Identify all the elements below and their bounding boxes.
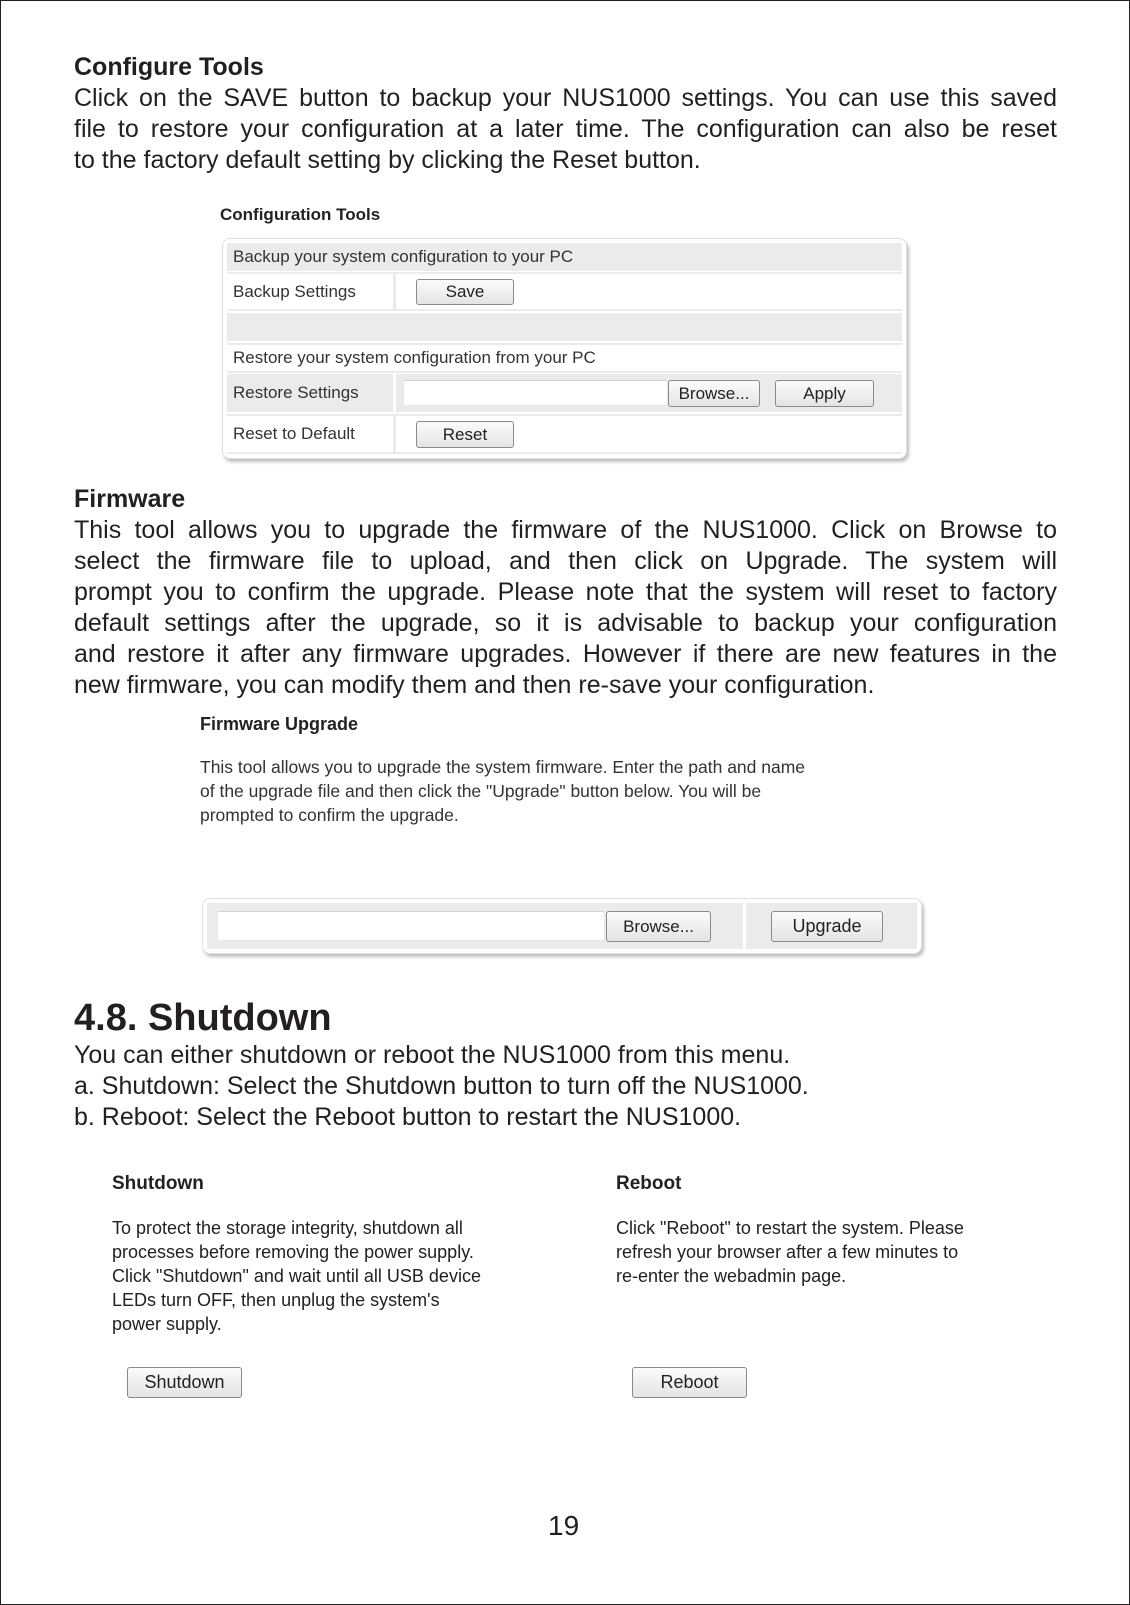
restore-settings-row: [227, 374, 902, 412]
reboot-panel-line-3: re-enter the webadmin page.: [616, 1266, 847, 1286]
restore-settings-label: Restore Settings: [233, 383, 359, 402]
firmware-panel-line-2: of the upgrade file and then click the "Upgrade" button below. You will be: [200, 781, 762, 801]
firmware-upgrade-panel: [202, 898, 922, 954]
firmware-line-1: This tool allows you to upgrade the firmware of the NUS1000. Click on Browse to: [74, 516, 1057, 544]
configure-tools-section: [74, 52, 1057, 176]
shutdown-section-line-2: a. Shutdown: Select the Shutdown button to turn off the NUS1000.: [74, 1072, 809, 1100]
shutdown-section: [74, 996, 809, 1133]
firmware-line-3: prompt you to confirm the upgrade. Please note that the system will reset to factory: [74, 578, 1057, 606]
backup-header-row: [227, 243, 902, 271]
firmware-line-2: select the firmware file to upload, and then click on Upgrade. The system will: [74, 547, 1057, 575]
configure-tools-line-2: file to restore your configuration at a later time. The configuration can also be reset: [74, 115, 1057, 143]
reset-to-default-label: Reset to Default: [233, 424, 355, 443]
reset-button[interactable]: Reset: [416, 421, 514, 448]
backup-header-text: Backup your system configuration to your PC: [233, 247, 574, 266]
reboot-button[interactable]: Reboot: [632, 1367, 747, 1398]
shutdown-panel-line-1: To protect the storage integrity, shutdown all: [112, 1218, 463, 1238]
shutdown-panel-line-4: LEDs turn OFF, then unplug the system's: [112, 1290, 440, 1310]
backup-settings-label: Backup Settings: [233, 281, 356, 301]
configure-tools-heading: Configure Tools: [74, 53, 264, 81]
section-title-shutdown: 4.8. Shutdown: [74, 997, 332, 1039]
firmware-panel-title: Firmware Upgrade: [200, 714, 359, 734]
shutdown-panel-line-2: processes before removing the power supply.: [112, 1242, 474, 1262]
restore-browse-button[interactable]: Browse...: [668, 380, 760, 407]
shutdown-panel-line-3: Click "Shutdown" and wait until all USB device: [112, 1266, 481, 1286]
firmware-line-5: and restore it after any firmware upgrades. However if there are new features in the: [74, 640, 1057, 668]
firmware-browse-button[interactable]: Browse...: [606, 911, 711, 942]
restore-file-input[interactable]: [403, 380, 668, 406]
reboot-panel-description: [616, 1216, 964, 1288]
backup-settings-row: [227, 272, 902, 311]
configure-tools-line-1: Click on the SAVE button to backup your NUS1000 settings. You can use this saved: [74, 84, 1057, 112]
firmware-heading: Firmware: [74, 485, 186, 513]
restore-header-text: Restore your system configuration from your PC: [233, 348, 596, 367]
firmware-line-6: new firmware, you can modify them and then re-save your configuration.: [74, 671, 875, 699]
shutdown-panel-line-5: power supply.: [112, 1314, 222, 1334]
firmware-section: [74, 484, 1057, 701]
reboot-panel-line-1: Click "Reboot" to restart the system. Please: [616, 1218, 964, 1238]
spacer-row: [227, 313, 902, 341]
shutdown-panel-description: [112, 1216, 481, 1336]
reboot-panel-line-2: refresh your browser after a few minutes to: [616, 1242, 959, 1262]
shutdown-section-line-3: b. Reboot: Select the Reboot button to restart the NUS1000.: [74, 1103, 742, 1131]
shutdown-button[interactable]: Shutdown: [127, 1367, 242, 1398]
firmware-panel-description: [200, 755, 805, 827]
reset-row: [227, 414, 902, 454]
firmware-line-4: default settings after the upgrade, so it is advisable to backup your configuration: [74, 609, 1057, 637]
configure-tools-line-3: to the factory default setting by clicking the Reset button.: [74, 146, 701, 174]
restore-header-row: [227, 343, 902, 373]
config-panel-title: Configuration Tools: [220, 205, 381, 224]
apply-button[interactable]: Apply: [775, 380, 874, 407]
shutdown-panel-title: Shutdown: [112, 1173, 204, 1194]
upgrade-button[interactable]: Upgrade: [771, 911, 883, 942]
page-number: 19: [548, 1510, 580, 1541]
reboot-panel-title: Reboot: [616, 1173, 682, 1194]
firmware-panel-line-1: This tool allows you to upgrade the system firmware. Enter the path and name: [200, 757, 806, 777]
shutdown-section-line-1: You can either shutdown or reboot the NUS1000 from this menu.: [74, 1041, 791, 1069]
firmware-panel-line-3: prompted to confirm the upgrade.: [200, 805, 459, 825]
firmware-file-input[interactable]: [217, 911, 605, 941]
save-button[interactable]: Save: [416, 279, 514, 305]
config-panel: [222, 238, 907, 459]
